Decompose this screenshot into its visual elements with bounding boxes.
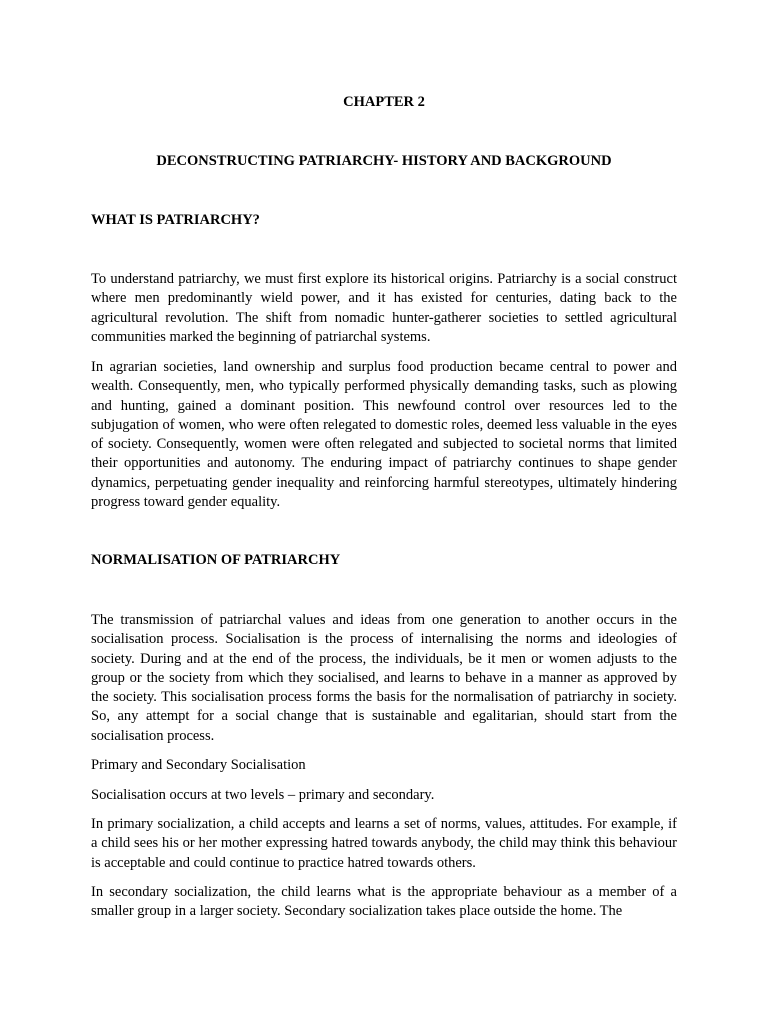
- paragraph: Socialisation occurs at two levels – primary and secondary.: [91, 787, 435, 803]
- section-heading-normalisation-of-patriarchy: NORMALISATION OF PATRIARCHY: [91, 552, 341, 568]
- paragraph: In agrarian societies, land ownership and surplus food production became central to power and wealth. Consequently, men, who typically performed physically demanding tasks, such as plowing and hunting, gained a dominant position. This newfound control over resources led to the subjugation of women, who were often relegated to domestic roles, deemed less valuable in the eyes of society. Consequently, women were often relegated and subjected to societal norms that limited their opportunities and autonomy. The enduring impact of patriarchy continues to shape gender dynamics, perpetuating gender inequality and reinforcing harmful stereotypes, ultimately hindering progress toward gender equality.: [91, 359, 677, 511]
- chapter-title: DECONSTRUCTING PATRIARCHY- HISTORY AND BACKGROUND: [156, 153, 612, 169]
- paragraph: In primary socialization, a child accepts and learns a set of norms, values, attitudes. For example, if a child sees his or her mother expressing hatred towards anybody, the child may think this behaviour is acceptable and could continue to practice hatred towards others.: [91, 816, 677, 871]
- paragraph: To understand patriarchy, we must first explore its historical origins. Patriarchy is a social construct where men predominantly wield power, and it has existed for centuries, dating back to the agricultural revolution. The shift from nomadic hunter-gatherer societies to settled agricultural communities marked the beginning of patriarchal systems.: [91, 271, 677, 345]
- section-heading-what-is-patriarchy: WHAT IS PATRIARCHY?: [91, 212, 260, 228]
- paragraph: In secondary socialization, the child learns what is the appropriate behaviour as a member of a smaller group in a larger society. Secondary socialization takes place outside the home. The: [91, 884, 677, 920]
- paragraph: The transmission of patriarchal values and ideas from one generation to another occurs in the socialisation process. Socialisation is the process of internalising the norms and ideologies of society. During and at the end of the process, the individuals, be it men or women adjusts to the group or the society from which they socialised, and learns to behave in a manner as approved by the society. This socialisation process forms the basis for the normalisation of patriarchy in society. So, any attempt for a social change that is sustainable and egalitarian, should start from the socialisation process.: [91, 612, 677, 744]
- chapter-label: CHAPTER 2: [343, 94, 425, 110]
- subheading-primary-secondary-socialisation: Primary and Secondary Socialisation: [91, 757, 306, 773]
